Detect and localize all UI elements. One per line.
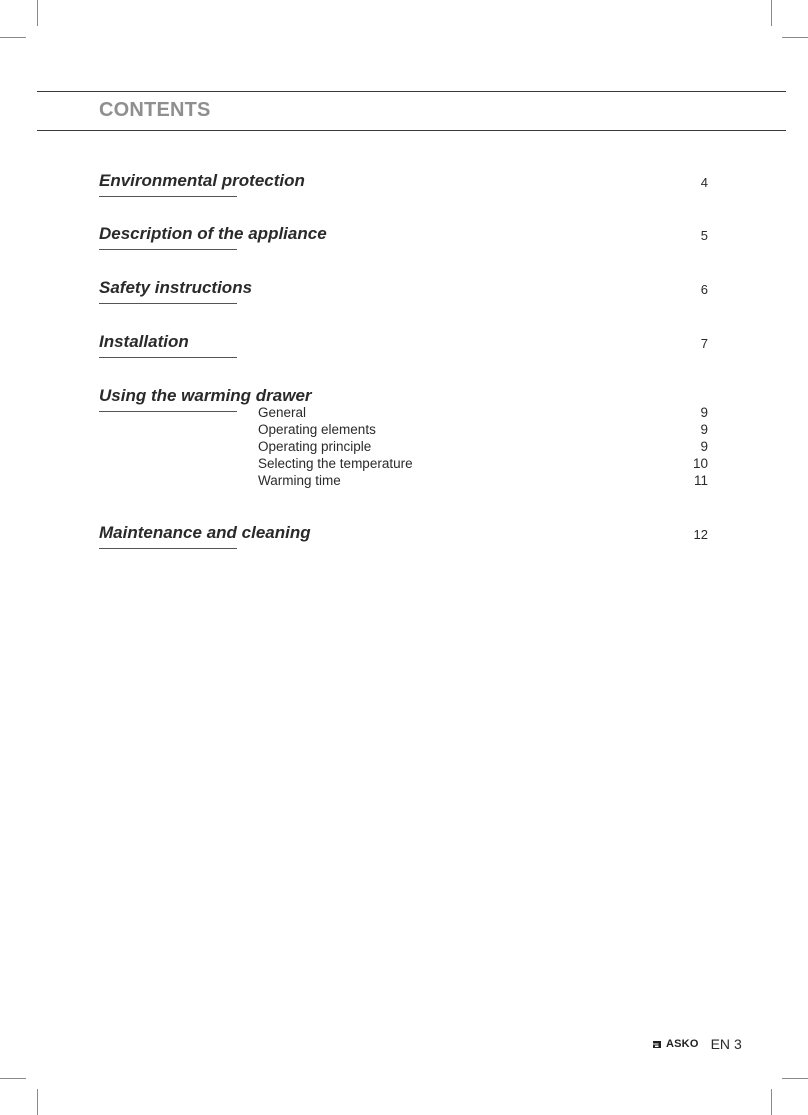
language-code: EN xyxy=(710,1036,731,1052)
header-bottom-rule xyxy=(37,130,786,131)
entry-underline xyxy=(99,411,237,412)
header-top-rule xyxy=(37,91,786,92)
toc-entry-page: 12 xyxy=(693,527,708,542)
toc-subitem-label: Warming time xyxy=(258,473,341,488)
entry-underline xyxy=(99,196,237,197)
entry-underline xyxy=(99,303,237,304)
page-footer xyxy=(652,1036,742,1052)
toc-subitem-general[interactable] xyxy=(258,405,708,422)
crop-mark xyxy=(37,0,38,26)
crop-mark xyxy=(0,1078,26,1079)
toc-entry-page: 5 xyxy=(700,228,708,243)
toc-subitem-selecting-the-temperature[interactable] xyxy=(258,456,708,473)
toc-entry-page: 4 xyxy=(700,175,708,190)
toc-entry-page: 6 xyxy=(700,282,708,297)
toc-subitem-label: Operating elements xyxy=(258,422,376,437)
crop-mark xyxy=(782,37,808,38)
toc-subitem-page: 10 xyxy=(692,456,708,471)
crop-mark xyxy=(782,1078,808,1079)
page-number: 3 xyxy=(734,1036,742,1052)
crop-mark xyxy=(771,0,772,26)
toc-subitem-label: Operating principle xyxy=(258,439,372,454)
toc-subitem-page: 11 xyxy=(693,473,708,488)
toc-entry-title: Maintenance and cleaning xyxy=(99,523,311,542)
toc-entry-title: Environmental protection xyxy=(99,171,305,190)
crop-mark xyxy=(37,1089,38,1115)
toc-subitem-page: 9 xyxy=(700,439,708,454)
toc-entry-title: Installation xyxy=(99,332,189,351)
page-title: CONTENTS xyxy=(99,99,211,121)
toc-entry-title: Using the warming drawer xyxy=(99,386,312,405)
toc-entry-page: 7 xyxy=(700,336,708,351)
crop-mark xyxy=(0,37,26,38)
toc-subitem-operating-principle[interactable] xyxy=(258,439,708,456)
toc-subitem-page: 9 xyxy=(700,422,708,437)
toc-entry-title: Description of the appliance xyxy=(99,224,327,243)
asko-logo-icon xyxy=(652,1039,663,1049)
entry-underline xyxy=(99,548,237,549)
toc-subitem-page: 9 xyxy=(700,405,708,420)
crop-mark xyxy=(771,1089,772,1115)
brand-name: ASKO xyxy=(666,1038,699,1050)
toc-subitem-label: Selecting the temperature xyxy=(258,456,413,471)
entry-underline xyxy=(99,249,237,250)
entry-underline xyxy=(99,357,237,358)
toc-entry-title: Safety instructions xyxy=(99,278,253,297)
toc-subitem-label: General xyxy=(258,405,307,420)
toc-subitem-warming-time[interactable] xyxy=(258,473,708,490)
toc-subitem-operating-elements[interactable] xyxy=(258,422,708,439)
